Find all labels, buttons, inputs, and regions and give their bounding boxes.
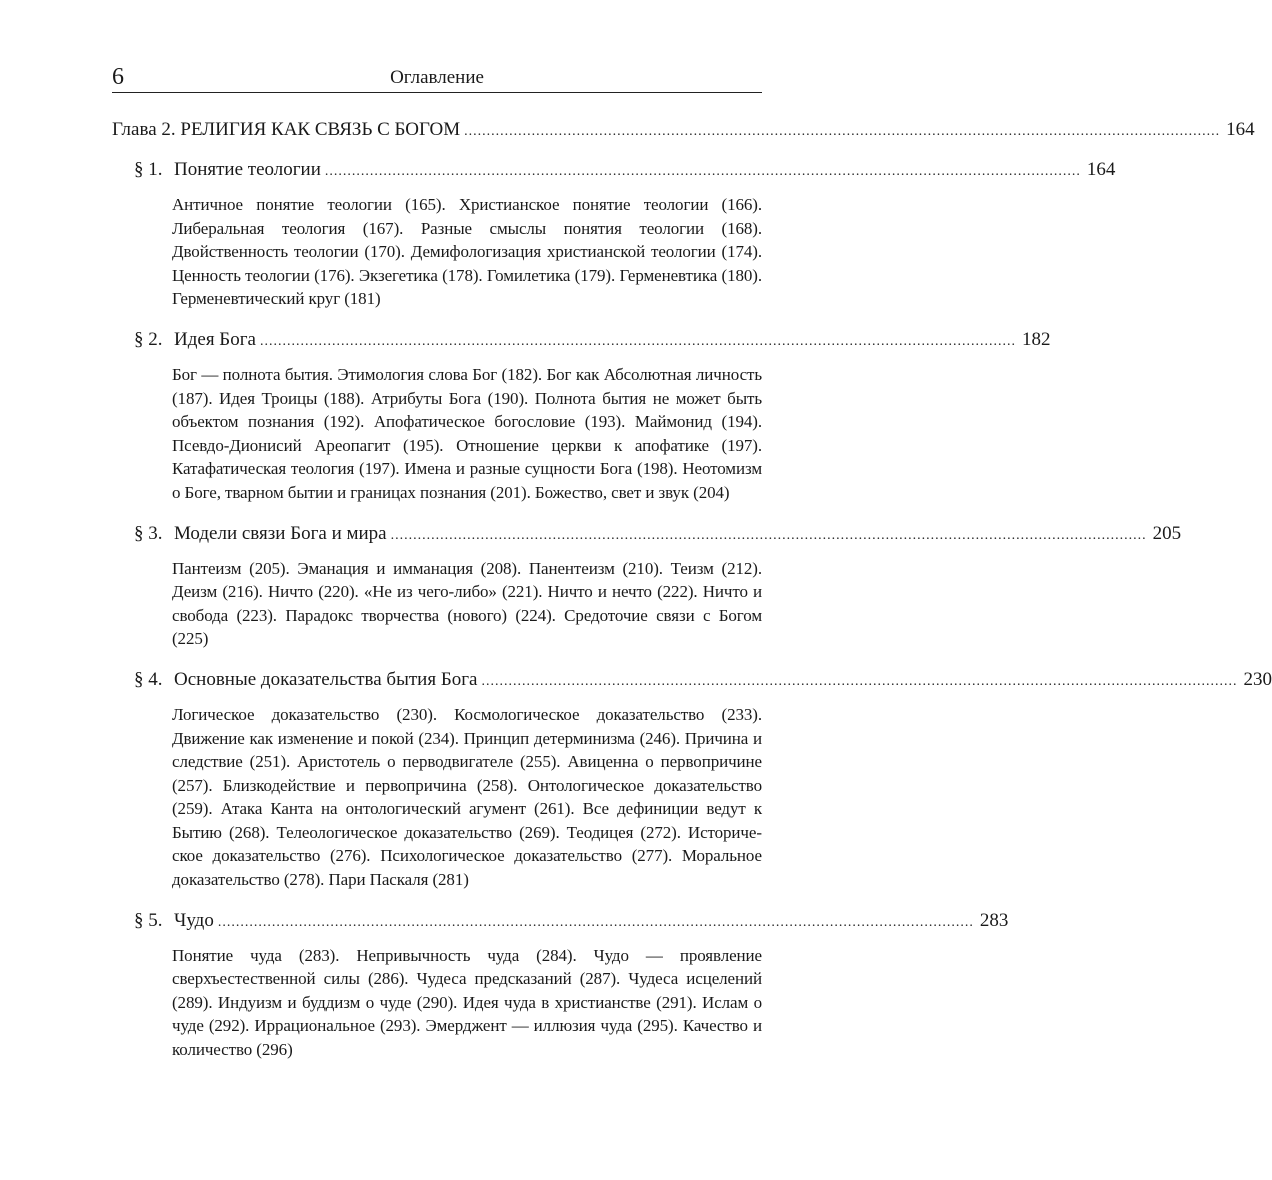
toc-section: [134, 157, 1116, 311]
section-title: Чудо: [174, 909, 214, 931]
toc-page: [112, 62, 1272, 1062]
dot-leader: ........................................................................................................................................................................: [481, 673, 1238, 689]
section-number: § 4.: [134, 668, 163, 690]
section-subtopics: Античное понятие теологии (165). Христианское понятие теологии (166). Либеральная теология (167). Разные смыслы понятия теологии (168). Двойственность теологии (170). Демифологизация христианской теологии (174). Ценность теологии (176). Экзегетика (178). Гомилетика (179). Герменевтика (180). Герменевтический круг (181): [172, 195, 762, 309]
section-heading: [134, 908, 1009, 936]
section-page: 205: [1152, 522, 1182, 544]
dot-leader: ........................................................................................................................................................................: [259, 333, 1016, 349]
dot-leader: ........................................................................................................................................................................: [217, 914, 974, 930]
running-title: Оглавление: [390, 67, 484, 88]
section-number: § 1.: [134, 159, 163, 180]
section-number: § 5.: [134, 909, 163, 931]
section-heading: [134, 157, 1116, 185]
running-head: [112, 62, 762, 93]
section-subtopics: Логическое доказательство (230). Космологическое доказательство (233). Движение как изменение и покой (234). Принцип детерминизма (246). Причина и следствие (251). Аристотель о перводвигателе (255). Авиценна о первопричине (257). Близкодействие и первопричина (258). Онтологическое доказательство (259). Атака Канта на онтологический агумент (261). Все дефиниции ведут к Бытию (268). Телеологическое доказательство (269). Теодицея (272). Историческое доказательство (276). Психологическое доказательство (277). Моральное доказательство (278). Пари Паскаля (281): [172, 704, 762, 890]
section-page: 182: [1021, 328, 1051, 350]
section-subtopics: Пантеизм (205). Эманация и имманация (208). Панентеизм (210). Теизм (212). Деизм (216). Ничто (220). «Не из чего-либо» (221). Ничто и нечто (222). Ничто и свобода (223). Парадокс творчества (нового) (224). Средоточие связи с Богом (225): [172, 558, 762, 649]
section-subtopics: Понятие чуда (283). Непривычность чуда (284). Чудо — проявление сверхъестественной силы (286). Чудеса предсказаний (287). Чудеса исцелений (289). Индуизм и буддизм о чуде (290). Идея чуда в христианстве (291). Ислам о чуде (292). Иррациональное (293). Эмерджент — иллюзия чуда (295). Качество и количество (296): [172, 945, 762, 1060]
chapter-title: Глава 2. РЕЛИГИЯ КАК СВЯЗЬ С БОГОМ: [112, 119, 461, 140]
section-page: 164: [1086, 159, 1116, 180]
section-title: Понятие теологии: [174, 159, 321, 180]
section-number: § 3.: [134, 522, 163, 544]
dot-leader: ........................................................................................................................................................................: [464, 124, 1221, 139]
toc-section: [134, 521, 1182, 651]
section-subtopics: Бог — полнота бытия. Этимология слова Бог (182). Бог как Абсолютная личность (187). Идея Троицы (188). Атрибуты Бога (190). Полнота бытия не может быть объектом познания (192). Апофатическое богословие (193). Маймонид (194). Псевдо-Дионисий Ареопагит (195). Отношение церкви к апофатике (197). Катафатическая теология (197). Имена и разные сущности Бога (198). Неотомизм о Боге, тварном бытии и границах познания (201). Божество, свет и звук (204): [172, 364, 762, 502]
toc-section: [134, 908, 1009, 1062]
section-title: Идея Бога: [174, 328, 256, 350]
dot-leader: ........................................................................................................................................................................: [390, 527, 1147, 543]
section-title: Модели связи Бога и мира: [174, 522, 387, 544]
toc-section: [134, 667, 1272, 892]
toc-chapter-entry: [112, 117, 1255, 145]
section-heading: [134, 667, 1272, 695]
section-number: § 2.: [134, 328, 163, 350]
section-heading: [134, 327, 1051, 355]
chapter-page: 164: [1226, 119, 1255, 140]
page-number: 6: [112, 64, 124, 90]
section-page: 230: [1243, 668, 1272, 690]
section-page: 283: [979, 909, 1009, 931]
dot-leader: ........................................................................................................................................................................: [324, 164, 1081, 179]
section-heading: [134, 521, 1182, 549]
toc-section: [134, 327, 1051, 505]
section-title: Основные доказательства бытия Бога: [174, 668, 478, 690]
